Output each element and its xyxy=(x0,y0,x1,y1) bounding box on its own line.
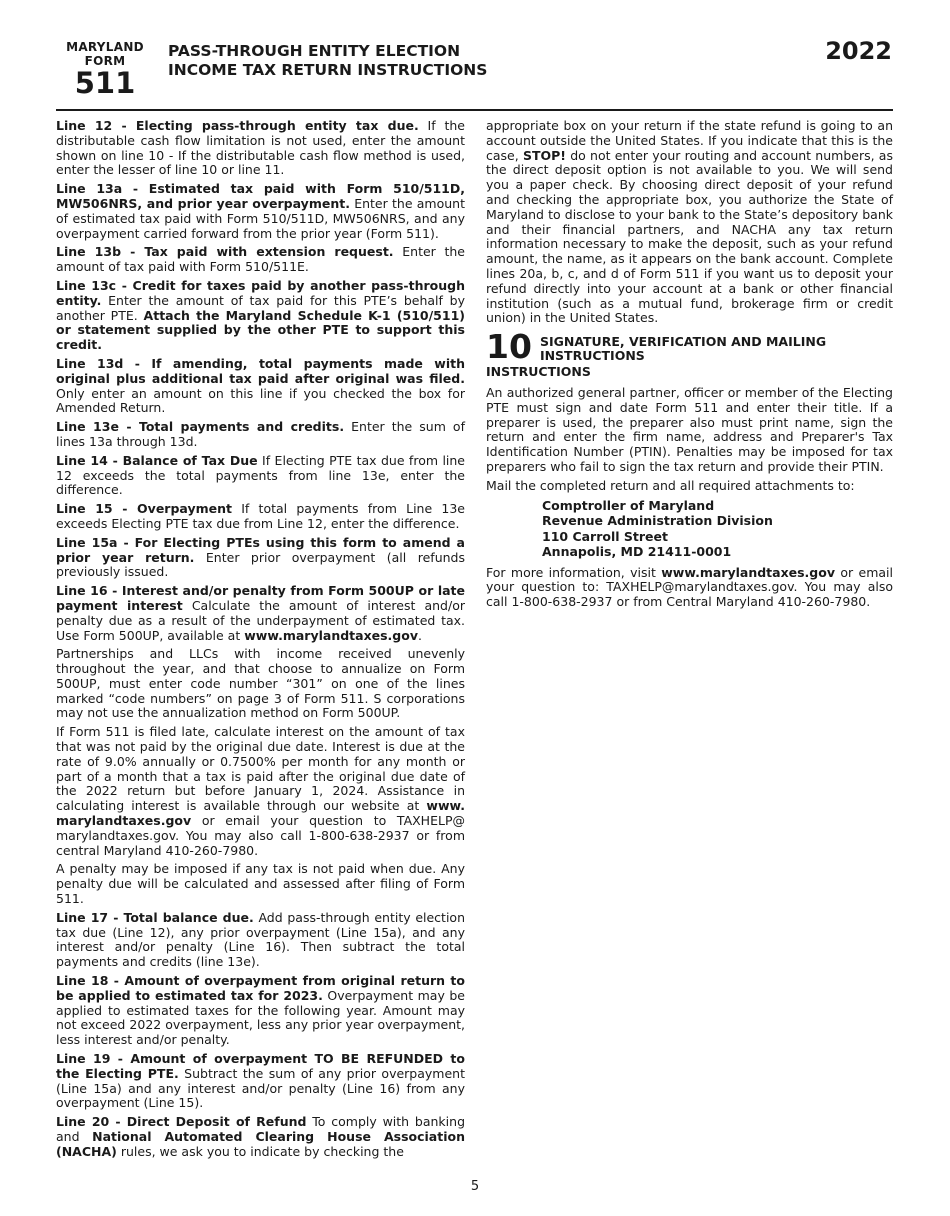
line-18-heading: Line 18 - Amount of overpayment from original return to be applied to estimated tax for 2023. xyxy=(56,973,465,1003)
title-line-2: INCOME TAX RETURN INSTRUCTIONS xyxy=(168,61,488,79)
line-14-heading: Line 14 - Balance of Tax Due xyxy=(56,452,258,468)
form-state: MARYLAND xyxy=(66,40,144,54)
line-20-nacha: National Automated Clearing House Association (NACHA) xyxy=(56,1129,465,1159)
section-title-line-1: SIGNATURE, VERIFICATION AND MAILING xyxy=(539,334,827,350)
line-13c-paragraph xyxy=(56,279,465,353)
late-filing-website-link[interactable]: www. marylandtaxes.gov xyxy=(56,798,465,829)
line-13a-text: Enter the amount of estimated tax paid with Form 510/511D, MW506NRS, and any overpayment carried forward from the prior year (Form 511). xyxy=(56,195,465,241)
left-column xyxy=(56,119,465,1164)
page-header xyxy=(0,0,950,112)
page-number: 5 xyxy=(470,1179,480,1194)
line-16-paragraph xyxy=(56,584,465,643)
form-number: 511 xyxy=(74,66,136,100)
section-number: 10 xyxy=(486,327,532,367)
penalty-paragraph: A penalty may be imposed if any tax is not paid when due. Any penalty due will be calculated and assessed after filing of Form 511. xyxy=(56,861,465,907)
mailing-address xyxy=(542,498,893,560)
stop-warning: STOP! xyxy=(522,147,566,163)
line-12-text: If the distributable cash flow limitation is not used, enter the amount shown on line 10 - If the distributable cash flow method is used, enter the lesser of line 10 or line 11. xyxy=(56,118,465,178)
line-18-text: Overpayment may be applied to estimated taxes for the following year. Amount may not exceed 2022 overpayment, less any prior year overpayment, less interest and/or penalty. xyxy=(56,987,465,1048)
line-13d-text: Only enter an amount on this line if you checked the box for Amended Return. xyxy=(56,385,465,416)
form-label: FORM xyxy=(84,54,126,68)
address-line-2: Revenue Administration Division xyxy=(542,513,773,529)
line-18-paragraph xyxy=(56,974,465,1048)
direct-deposit-text: appropriate box on your return if the state refund is going to an account outside the United States. If you indicate that this is the case, xyxy=(486,118,893,163)
line-13a-heading: Line 13a - Estimated tax paid with Form 510/511D, MW506NRS, and prior year overpayment. xyxy=(56,181,465,211)
line-17-paragraph xyxy=(56,911,465,970)
line-15a-paragraph xyxy=(56,536,465,580)
line-20-tail: rules, we ask you to indicate by checking the xyxy=(120,1143,404,1159)
line-12-paragraph xyxy=(56,119,465,178)
line-19-heading: Line 19 - Amount of overpayment TO BE REFUNDED to the Electing PTE. xyxy=(56,1051,465,1081)
line-16-website-link[interactable]: www.marylandtaxes.gov xyxy=(244,627,418,643)
line-15a-text: Enter prior overpayment (all refunds previously issued. xyxy=(56,549,465,580)
line-20-text: To comply with banking and xyxy=(56,1114,466,1144)
line-15-paragraph xyxy=(56,502,465,532)
line-14-text: If Electing PTE tax due from line 12 exceeds the total payments from line 13e, enter the difference. xyxy=(56,452,465,498)
line-17-heading: Line 17 - Total balance due. xyxy=(56,909,254,925)
line-16-heading: Line 16 - Interest and/or penalty from Form 500UP or late payment interest xyxy=(56,583,465,613)
line-17-text: Add pass-through entity election tax due (Line 12), any prior overpayment (Line 15a), and any interest and/or penalty (Line 16). Then subtract the total payments and credits (line 13e). xyxy=(56,909,465,970)
address-line-1: Comptroller of Maryland xyxy=(542,497,715,513)
line-13d-paragraph xyxy=(56,357,465,416)
line-16-period: . xyxy=(418,627,422,643)
line-13b-text: Enter the amount of tax paid with Form 510/511E. xyxy=(56,244,465,275)
more-info-paragraph xyxy=(486,566,893,610)
section-10-header xyxy=(486,327,893,367)
line-13c-attach-note: Attach the Maryland Schedule K-1 (510/511) or statement supplied by the other PTE to support this credit. xyxy=(56,307,465,353)
more-info-text: For more information, visit xyxy=(486,564,656,580)
right-column xyxy=(486,119,893,614)
line-15a-heading: Line 15a - For Electing PTEs using this form to amend a prior year return. xyxy=(56,534,465,565)
title-line-1: PASS-THROUGH ENTITY ELECTION xyxy=(168,42,461,60)
mailing-paragraph: Mail the completed return and all required attachments to: xyxy=(486,477,855,493)
line-15-heading: Line 15 - Overpayment xyxy=(56,501,232,517)
line-13a-paragraph xyxy=(56,182,465,241)
line-15-text: If total payments from Line 13e exceeds Electing PTE tax due from Line 12, enter the difference. xyxy=(56,501,465,531)
line-13d-heading: Line 13d - If amending, total payments made with original plus additional tax paid after original was filed. xyxy=(56,355,465,386)
line-14-paragraph xyxy=(56,454,465,498)
more-info-website-link[interactable]: www.marylandtaxes.gov xyxy=(661,564,835,580)
line-20-heading: Line 20 - Direct Deposit of Refund xyxy=(56,1114,307,1130)
line-19-text: Subtract the sum of any prior overpayment (Line 15a) and any interest and/or penalty (Line 16) from any overpayment (Line 15). xyxy=(56,1065,465,1111)
direct-deposit-tail: do not enter your routing and account numbers, as the direct deposit option is not available to you. We will send you a paper check. By choosing direct deposit of your refund and checking the appropriate box, you authorize the State of Maryland to disclose to your bank to the State’s depository bank and their financial partners, and NACHA any tax return information necessary to make the deposit, such as your refund amount, the name, as it appears on the bank account. Complete lines 20a, b, c, and d of Form 511 if you want us to deposit your refund directly into your account at a bank or other financial institution (such as a mutual fund, brokerage firm or credit union) in the United States. xyxy=(486,147,893,326)
section-title-line-2: INSTRUCTIONS xyxy=(539,348,645,364)
signature-paragraph: An authorized general partner, officer or member of the Electing PTE must sign and date Form 511 and enter their title. If a preparer is used, the preparer also must print name, sign the return and enter the firm name, address and Preparer's Tax Identification Number (PTIN). Penalties may be imposed for tax preparers who fail to sign the tax return and provide their PTIN. xyxy=(486,384,893,474)
section-title xyxy=(540,332,826,363)
form-identifier xyxy=(58,40,152,98)
direct-deposit-continued xyxy=(486,119,893,326)
line-13e-paragraph xyxy=(56,420,465,450)
line-16-text: Calculate the amount of interest and/or penalty due as a result of the underpayment of estimated tax. Use Form 500UP, available at xyxy=(56,597,465,643)
section-subheading: INSTRUCTIONS xyxy=(486,364,591,380)
late-filing-contact: or email your question to TAXHELP@ marylandtaxes.gov. You may also call 1-800-638-2937 or from central Maryland 410-260-7980. xyxy=(56,813,465,858)
late-filing-paragraph xyxy=(56,725,465,858)
address-line-4: Annapolis, MD 21411-0001 xyxy=(542,544,732,560)
line-13b-paragraph xyxy=(56,245,465,275)
tax-year: 2022 xyxy=(825,37,892,65)
line-13e-heading: Line 13e - Total payments and credits. xyxy=(56,419,345,435)
line-20-paragraph xyxy=(56,1115,465,1159)
line-13c-heading: Line 13c - Credit for taxes paid by another pass-through entity. xyxy=(56,277,465,308)
page-title xyxy=(168,42,487,80)
address-line-3: 110 Carroll Street xyxy=(542,528,668,544)
header-divider xyxy=(56,109,893,111)
late-filing-text: If Form 511 is filed late, calculate interest on the amount of tax that was not paid by the original due date. Interest is due at the rate of 9.0% annually or 0.7500% per month for any month or part of a month that a tax is paid after the original due date of the 2022 return but before January 1, 2024. Assistance in calculating interest is available through our website at xyxy=(56,724,465,814)
more-info-contact: or email your question to: TAXHELP@marylandtaxes.gov. You may also call 1-800-638-2937 or from Central Maryland 410-260-7980. xyxy=(486,564,893,610)
line-13c-text: Enter the amount of tax paid for this PTE’s behalf by another PTE. xyxy=(56,292,465,323)
line-13b-heading: Line 13b - Tax paid with extension request. xyxy=(56,244,394,260)
line-12-heading: Line 12 - Electing pass-through entity tax due. xyxy=(56,118,419,133)
partnerships-paragraph: Partnerships and LLCs with income received unevenly throughout the year, and that choose to annualize on Form 500UP, must enter code number “301” on one of the lines marked “code numbers” on page 3 of Form 511. S corporations may not use the annualization method on Form 500UP. xyxy=(56,646,465,721)
line-19-paragraph xyxy=(56,1052,465,1111)
line-13e-text: Enter the sum of lines 13a through 13d. xyxy=(56,419,465,449)
